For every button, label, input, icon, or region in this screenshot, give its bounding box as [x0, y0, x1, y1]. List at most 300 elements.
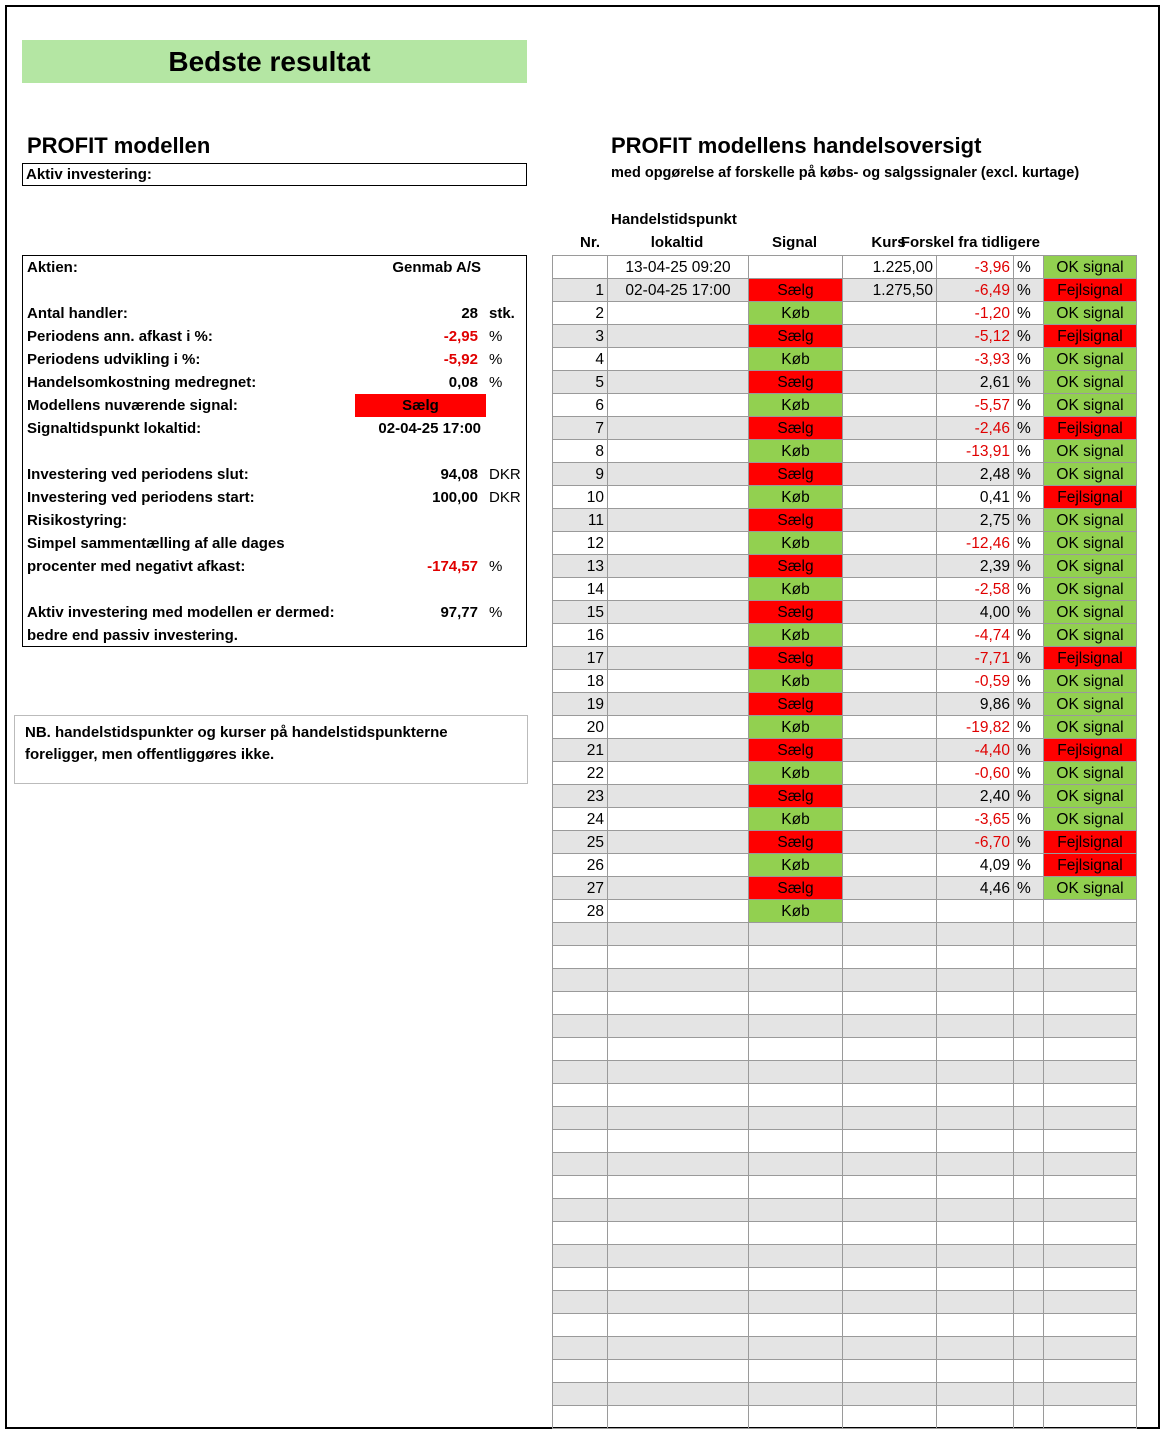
table-row-empty [553, 1245, 1137, 1268]
cell-empty [937, 1222, 1014, 1245]
summary-row-tid [23, 417, 526, 440]
cell-pct: -13,91 [937, 440, 1014, 463]
cell-empty [1014, 969, 1044, 992]
cell-pct: 4,00 [937, 601, 1014, 624]
cell-time [608, 900, 749, 923]
cell-empty [937, 969, 1014, 992]
cell-signal: Sælg [749, 555, 843, 578]
cell-time [608, 417, 749, 440]
cell-pct-unit: % [1014, 463, 1044, 486]
cell-empty [1014, 1199, 1044, 1222]
cell-status: OK signal [1044, 808, 1137, 831]
cell-empty [843, 1337, 937, 1360]
cell-time [608, 394, 749, 417]
cell-nr: 12 [553, 532, 608, 555]
summary-row-simpel-2 [23, 555, 526, 578]
cell-kurs [843, 670, 937, 693]
left-heading: PROFIT modellen [27, 133, 211, 158]
cell-status: OK signal [1044, 256, 1137, 279]
cell-time [608, 693, 749, 716]
cell-empty [843, 1222, 937, 1245]
col-header-diff [900, 234, 1040, 251]
cell-signal: Køb [749, 578, 843, 601]
cell-empty [749, 1291, 843, 1314]
col-header-time-1: Handelstidspunkt [611, 211, 737, 228]
table-row [553, 785, 1137, 808]
summary-row-aktiv-2 [23, 624, 526, 647]
cell-empty [1014, 1291, 1044, 1314]
cell-empty [553, 1153, 608, 1176]
cell-empty [1014, 1176, 1044, 1199]
cell-kurs [843, 900, 937, 923]
table-row-empty [553, 1038, 1137, 1061]
table-row-empty [553, 1291, 1137, 1314]
cell-pct: -1,20 [937, 302, 1014, 325]
cell-time [608, 716, 749, 739]
cell-empty [553, 1268, 608, 1291]
cell-nr: 27 [553, 877, 608, 900]
udv-unit: % [489, 351, 503, 368]
cell-empty [749, 1015, 843, 1038]
cell-time [608, 670, 749, 693]
ann-label: Periodens ann. afkast i %: [27, 328, 213, 345]
cell-nr: 5 [553, 371, 608, 394]
cell-pct: -0,59 [937, 670, 1014, 693]
cell-empty [749, 969, 843, 992]
cell-empty [843, 1245, 937, 1268]
cell-empty [749, 1199, 843, 1222]
cell-empty [937, 1337, 1014, 1360]
cell-nr: 11 [553, 509, 608, 532]
cell-empty [553, 1406, 608, 1429]
cell-empty [843, 1406, 937, 1429]
banner-title: Bedste resultat [168, 45, 371, 77]
cell-kurs [843, 693, 937, 716]
cell-empty [553, 1222, 608, 1245]
cell-nr: 28 [553, 900, 608, 923]
cell-empty [1044, 1130, 1137, 1153]
start-unit: DKR [489, 489, 521, 506]
cell-status: OK signal [1044, 371, 1137, 394]
cell-empty [1044, 1176, 1137, 1199]
cell-empty [1044, 1038, 1137, 1061]
table-row-empty [553, 1314, 1137, 1337]
cell-empty [1014, 1222, 1044, 1245]
cell-empty [1014, 923, 1044, 946]
cell-empty [1014, 1314, 1044, 1337]
table-row-empty [553, 1130, 1137, 1153]
tid-label: Signaltidspunkt lokaltid: [27, 420, 202, 437]
cell-status: OK signal [1044, 555, 1137, 578]
cell-pct-unit: % [1014, 670, 1044, 693]
cell-empty [749, 1084, 843, 1107]
cell-empty [749, 1130, 843, 1153]
cell-empty [843, 946, 937, 969]
cell-empty [749, 1314, 843, 1337]
table-row [553, 624, 1137, 647]
cell-empty [843, 1015, 937, 1038]
table-row-empty [553, 1199, 1137, 1222]
cell-pct-unit: % [1014, 348, 1044, 371]
cell-nr: 2 [553, 302, 608, 325]
cell-pct: -2,58 [937, 578, 1014, 601]
cell-empty [1044, 1061, 1137, 1084]
cell-signal: Sælg [749, 509, 843, 532]
cell-kurs [843, 716, 937, 739]
udv-value: -5,92 [443, 351, 478, 368]
cell-pct-unit: % [1014, 601, 1044, 624]
cell-empty [749, 1176, 843, 1199]
cell-signal: Køb [749, 302, 843, 325]
cell-empty [843, 1291, 937, 1314]
cell-status: OK signal [1044, 670, 1137, 693]
cell-pct-unit: % [1014, 854, 1044, 877]
table-row-empty [553, 1383, 1137, 1406]
trade-table-body [553, 256, 1137, 1429]
cell-nr: 22 [553, 762, 608, 785]
summary-row-aktiv-1 [23, 601, 526, 624]
cell-time [608, 578, 749, 601]
cell-kurs [843, 463, 937, 486]
ann-value: -2,95 [443, 328, 478, 345]
table-row [553, 348, 1137, 371]
cell-empty [843, 969, 937, 992]
cell-empty [608, 1199, 749, 1222]
cell-status: Fejlsignal [1044, 831, 1137, 854]
table-row [553, 532, 1137, 555]
trade-table [552, 255, 1137, 1429]
cell-nr: 26 [553, 854, 608, 877]
table-row [553, 371, 1137, 394]
cell-empty [1044, 1268, 1137, 1291]
cell-empty [553, 969, 608, 992]
table-row-empty [553, 1176, 1137, 1199]
table-row-empty [553, 946, 1137, 969]
cell-signal: Sælg [749, 693, 843, 716]
cell-empty [553, 1130, 608, 1153]
cell-empty [553, 1107, 608, 1130]
table-row [553, 739, 1137, 762]
cell-status: Fejlsignal [1044, 647, 1137, 670]
cell-empty [749, 1337, 843, 1360]
cell-signal: Sælg [749, 739, 843, 762]
cell-pct: -6,70 [937, 831, 1014, 854]
cell-kurs [843, 877, 937, 900]
cell-status: OK signal [1044, 601, 1137, 624]
table-row [553, 808, 1137, 831]
cell-empty [608, 1061, 749, 1084]
cell-nr: 25 [553, 831, 608, 854]
table-row [553, 509, 1137, 532]
right-heading: PROFIT modellens handelsoversigt [611, 133, 982, 158]
cell-empty [553, 1176, 608, 1199]
cell-kurs [843, 532, 937, 555]
aktiv-result-label-2: bedre end passiv investering. [27, 627, 238, 644]
cell-pct: -5,57 [937, 394, 1014, 417]
cell-empty [937, 1314, 1014, 1337]
table-row-empty [553, 1107, 1137, 1130]
cell-empty [608, 923, 749, 946]
cell-nr: 18 [553, 670, 608, 693]
table-row-empty [553, 1268, 1137, 1291]
cell-kurs [843, 831, 937, 854]
cell-pct-unit: % [1014, 279, 1044, 302]
table-row-empty [553, 1061, 1137, 1084]
cell-empty [1014, 1337, 1044, 1360]
cell-empty [553, 1360, 608, 1383]
table-row [553, 302, 1137, 325]
summary-row-signal [23, 394, 526, 417]
cell-signal: Køb [749, 348, 843, 371]
note-line-2: foreligger, men offentliggøres ikke. [25, 746, 275, 763]
cell-empty [1044, 1199, 1137, 1222]
cell-status: OK signal [1044, 578, 1137, 601]
tid-value: 02-04-25 17:00 [378, 420, 481, 437]
cell-pct-unit: % [1014, 256, 1044, 279]
cell-empty [1014, 1015, 1044, 1038]
cell-kurs [843, 417, 937, 440]
cell-status: OK signal [1044, 440, 1137, 463]
cell-pct: -3,93 [937, 348, 1014, 371]
cell-status: OK signal [1044, 762, 1137, 785]
cell-signal: Køb [749, 440, 843, 463]
cell-empty [843, 1383, 937, 1406]
cell-pct-unit: % [1014, 486, 1044, 509]
cell-empty [1014, 1360, 1044, 1383]
aktien-label: Aktien: [27, 259, 78, 276]
cell-empty [1014, 1084, 1044, 1107]
cell-empty [843, 992, 937, 1015]
cell-time [608, 808, 749, 831]
cell-time: 13-04-25 09:20 [608, 256, 749, 279]
cell-time: 02-04-25 17:00 [608, 279, 749, 302]
signal-label: Modellens nuværende signal: [27, 397, 238, 414]
cell-empty [843, 1084, 937, 1107]
cell-pct: -19,82 [937, 716, 1014, 739]
slut-unit: DKR [489, 466, 521, 483]
cell-signal: Sælg [749, 647, 843, 670]
cell-empty [749, 1268, 843, 1291]
cell-empty [843, 1314, 937, 1337]
cell-kurs [843, 371, 937, 394]
cell-status: OK signal [1044, 877, 1137, 900]
cell-empty [937, 1245, 1014, 1268]
aktien-value: Genmab A/S [392, 259, 481, 276]
cell-nr: 17 [553, 647, 608, 670]
cell-nr: 20 [553, 716, 608, 739]
cell-signal [749, 256, 843, 279]
cell-nr: 1 [553, 279, 608, 302]
simpel-label-1: Simpel sammentælling af alle dages [27, 535, 285, 552]
ann-unit: % [489, 328, 503, 345]
cell-kurs [843, 647, 937, 670]
cell-empty [749, 946, 843, 969]
cell-kurs: 1.225,00 [843, 256, 937, 279]
cell-empty [843, 1153, 937, 1176]
cell-empty [553, 1245, 608, 1268]
table-row [553, 486, 1137, 509]
summary-row-simpel-1 [23, 532, 526, 555]
note-line-1: NB. handelstidspunkter og kurser på handelstidspunkterne [25, 724, 448, 741]
cell-empty [1044, 1153, 1137, 1176]
cell-empty [553, 1383, 608, 1406]
cell-empty [749, 1153, 843, 1176]
cell-kurs [843, 348, 937, 371]
cell-status [1044, 900, 1137, 923]
cell-empty [608, 969, 749, 992]
cell-empty [608, 1314, 749, 1337]
cell-signal: Sælg [749, 417, 843, 440]
cell-time [608, 555, 749, 578]
cell-status: OK signal [1044, 509, 1137, 532]
cell-empty [608, 1038, 749, 1061]
cell-nr [553, 256, 608, 279]
table-row [553, 854, 1137, 877]
cell-nr: 24 [553, 808, 608, 831]
cell-time [608, 348, 749, 371]
cell-empty [843, 1107, 937, 1130]
cell-status: OK signal [1044, 532, 1137, 555]
cell-empty [608, 1222, 749, 1245]
table-row [553, 647, 1137, 670]
table-row-empty [553, 1153, 1137, 1176]
simpel-value: -174,57 [427, 558, 478, 575]
cell-signal: Køb [749, 762, 843, 785]
cell-empty [553, 1061, 608, 1084]
cell-signal: Køb [749, 624, 843, 647]
cell-time [608, 647, 749, 670]
cell-time [608, 854, 749, 877]
cell-empty [1014, 1153, 1044, 1176]
table-row [553, 716, 1137, 739]
table-row [553, 578, 1137, 601]
cell-empty [749, 1406, 843, 1429]
cell-pct-unit: % [1014, 578, 1044, 601]
cell-empty [553, 1337, 608, 1360]
cell-pct: 2,39 [937, 555, 1014, 578]
cell-status: Fejlsignal [1044, 739, 1137, 762]
cell-pct-unit: % [1014, 831, 1044, 854]
cell-nr: 10 [553, 486, 608, 509]
cell-pct: 0,41 [937, 486, 1014, 509]
cell-time [608, 785, 749, 808]
cell-pct-unit: % [1014, 716, 1044, 739]
cell-empty [1044, 923, 1137, 946]
cell-status: OK signal [1044, 716, 1137, 739]
cell-empty [1044, 1291, 1137, 1314]
cell-empty [1014, 1406, 1044, 1429]
cell-pct-unit: % [1014, 440, 1044, 463]
cell-empty [553, 1084, 608, 1107]
col-header-kurs: Kurs [871, 234, 906, 251]
cell-pct-unit: % [1014, 624, 1044, 647]
summary-row-udv [23, 348, 526, 371]
best-result-banner [22, 40, 527, 83]
cell-nr: 3 [553, 325, 608, 348]
cell-time [608, 440, 749, 463]
cell-empty [608, 1130, 749, 1153]
cell-empty [1014, 946, 1044, 969]
cell-pct: 4,46 [937, 877, 1014, 900]
cell-pct: 2,40 [937, 785, 1014, 808]
cell-status: Fejlsignal [1044, 417, 1137, 440]
aktiv-result-unit: % [489, 604, 503, 621]
cell-time [608, 624, 749, 647]
cell-empty [553, 992, 608, 1015]
table-row [553, 831, 1137, 854]
cell-empty [937, 1360, 1014, 1383]
cell-empty [553, 1015, 608, 1038]
cell-pct-unit: % [1014, 555, 1044, 578]
cell-empty [1044, 946, 1137, 969]
antal-unit: stk. [489, 305, 515, 322]
cell-empty [749, 1383, 843, 1406]
cell-nr: 7 [553, 417, 608, 440]
table-row [553, 394, 1137, 417]
cell-nr: 23 [553, 785, 608, 808]
cell-signal: Køb [749, 900, 843, 923]
cell-pct-unit: % [1014, 739, 1044, 762]
cell-signal: Køb [749, 808, 843, 831]
cell-signal: Sælg [749, 371, 843, 394]
cell-empty [843, 1268, 937, 1291]
cell-empty [937, 1084, 1014, 1107]
cell-pct [937, 900, 1014, 923]
cell-pct: -5,12 [937, 325, 1014, 348]
cell-status: OK signal [1044, 785, 1137, 808]
cell-kurs [843, 302, 937, 325]
cell-nr: 9 [553, 463, 608, 486]
table-row [553, 670, 1137, 693]
cell-empty [1014, 1038, 1044, 1061]
cell-kurs [843, 486, 937, 509]
table-row-empty [553, 1222, 1137, 1245]
cell-status: Fejlsignal [1044, 325, 1137, 348]
cell-empty [1014, 1383, 1044, 1406]
cell-kurs [843, 762, 937, 785]
cell-empty [1044, 1222, 1137, 1245]
table-row [553, 555, 1137, 578]
risiko-label: Risikostyring: [27, 512, 128, 529]
cell-pct-unit: % [1014, 532, 1044, 555]
cell-empty [937, 1130, 1014, 1153]
cell-empty [1014, 1268, 1044, 1291]
cell-empty [843, 1199, 937, 1222]
cell-signal: Sælg [749, 279, 843, 302]
cell-empty [749, 1360, 843, 1383]
disclaimer-note [14, 715, 528, 784]
cell-pct-unit [1014, 900, 1044, 923]
cell-status: OK signal [1044, 348, 1137, 371]
cell-status: OK signal [1044, 693, 1137, 716]
cell-pct: -4,74 [937, 624, 1014, 647]
cell-empty [553, 946, 608, 969]
table-row [553, 325, 1137, 348]
cell-empty [937, 1061, 1014, 1084]
summary-row-antal [23, 302, 526, 325]
cell-empty [1014, 1245, 1044, 1268]
slut-value: 94,08 [440, 466, 478, 483]
cell-kurs [843, 440, 937, 463]
cell-time [608, 831, 749, 854]
cell-empty [608, 1360, 749, 1383]
cell-time [608, 532, 749, 555]
cell-empty [1014, 1107, 1044, 1130]
cell-pct: 9,86 [937, 693, 1014, 716]
cell-pct-unit: % [1014, 371, 1044, 394]
cell-empty [1044, 1406, 1137, 1429]
cell-empty [937, 992, 1014, 1015]
